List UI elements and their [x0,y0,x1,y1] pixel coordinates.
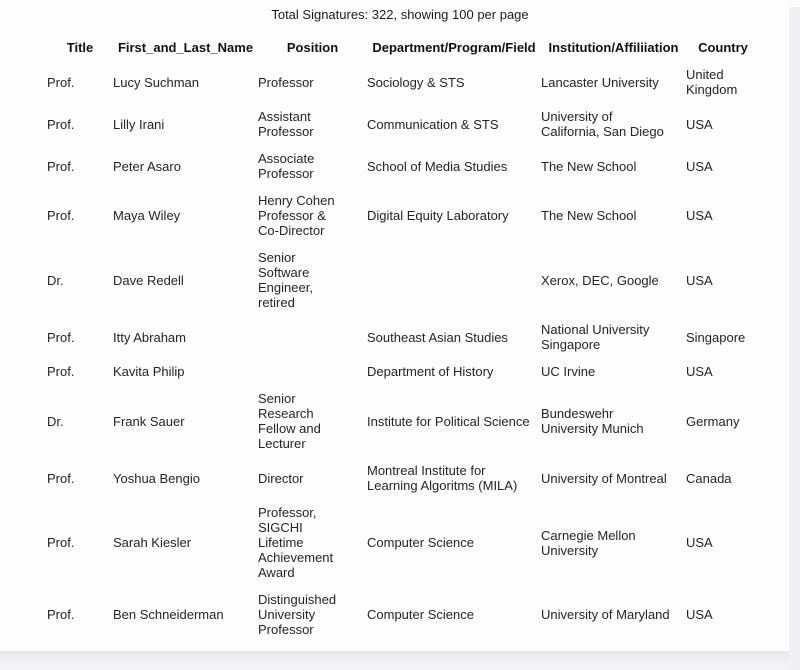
cell-title: Prof. [47,364,75,379]
cell-department: Department of History [367,364,494,379]
total-signatures-summary: Total Signatures: 322, showing 100 per page [271,7,529,22]
cell-country: USA [686,158,713,174]
cell-department: Computer Science [367,535,474,550]
cell-country: Singapore [686,329,746,345]
cell-name: Dave Redell [113,272,184,288]
cell-title: Prof. [47,116,75,132]
cell-country: Germany [686,413,740,429]
table-row [47,187,760,244]
cell-department: Digital Equity Laboratory [367,208,509,223]
table-row [47,499,760,586]
table-row [47,358,760,385]
table-row [47,61,760,103]
cell-institution: Carnegie Mellon University [541,527,636,558]
cell-institution: University of California, San Diego [541,109,664,139]
cell-position [258,316,367,358]
cell-department: Communication & STS [367,116,499,132]
cell-title: Dr. [47,413,64,429]
cell-position: Henry Cohen Professor & Co-Director [258,193,335,238]
cell-country: USA [686,364,713,379]
table-body [47,61,760,643]
table-row [47,385,760,457]
column-header-department: Department/Program/Field [372,40,536,55]
cell-country: USA [686,116,713,132]
cell-position: Distinguished University Professor [258,592,337,637]
table-row [47,244,760,316]
cell-name: Ben Schneiderman [113,607,224,622]
cell-title: Prof. [47,535,75,550]
table-row [47,316,760,358]
cell-name: Peter Asaro [113,158,181,174]
cell-institution: National University Singapore [541,322,650,352]
cell-position: Associate Professor [258,151,315,181]
cell-position: Senior Research Fellow and Lecturer [258,391,321,451]
signatures-table [47,34,760,643]
table-header-row [47,34,760,61]
cell-title: Prof. [47,329,75,345]
cell-institution: Bundeswehr University Munich [541,406,644,436]
column-header-name: First_and_Last_Name [117,40,254,55]
cell-country: USA [686,607,713,622]
cell-title: Prof. [47,607,75,622]
cell-name: Lilly Irani [113,116,165,132]
cell-title: Prof. [47,208,75,223]
cell-name: Yoshua Bengio [113,470,200,486]
column-header-position: Position [286,40,339,55]
scrollbar-track[interactable] [789,7,800,670]
cell-institution: UC Irvine [541,364,596,379]
cell-name: Itty Abraham [113,329,186,345]
cell-country: USA [686,208,713,223]
cell-position: Professor [258,74,314,90]
cell-title: Dr. [47,272,64,288]
cell-department: Montreal Institute for Learning Algoritms (MILA) [367,463,518,493]
cell-country: USA [686,272,713,288]
cell-department: Institute for Political Science [367,413,530,429]
table-row [47,145,760,187]
cell-institution: University of Maryland [541,607,670,622]
cell-name: Kavita Philip [113,364,185,379]
column-header-institution: Institution/Affiliiation [548,40,679,55]
cell-institution: Lancaster University [541,74,659,90]
table-row [47,103,760,145]
cell-country: USA [686,535,713,550]
cell-name: Maya Wiley [113,208,181,223]
cell-name: Lucy Suchman [113,74,199,90]
cell-institution: Xerox, DEC, Google [541,272,659,288]
table-row [47,457,760,499]
cell-title: Prof. [47,470,75,486]
cell-name: Sarah Kiesler [113,535,192,550]
cell-department: Sociology & STS [367,74,465,90]
cell-name: Frank Sauer [113,413,185,429]
cell-institution: The New School [541,208,637,223]
cell-country: Canada [686,470,732,486]
cell-institution: The New School [541,158,637,174]
cell-country: United Kingdom [686,67,738,97]
cell-position [258,358,367,385]
cell-department [367,244,541,316]
column-header-country: Country [698,40,748,55]
cell-position: Professor, SIGCHI Lifetime Achievement Award [258,505,334,580]
page-bottom-edge [0,651,800,670]
table-row [47,586,760,643]
cell-position: Assistant Professor [258,109,314,139]
cell-department: Computer Science [367,607,474,622]
cell-institution: University of Montreal [541,470,667,486]
cell-department: School of Media Studies [367,158,508,174]
cell-position: Director [258,470,304,486]
cell-title: Prof. [47,158,75,174]
cell-title: Prof. [47,74,75,90]
column-header-title: Title [66,40,94,55]
cell-position: Senior Software Engineer, retired [258,250,313,310]
cell-department: Southeast Asian Studies [367,329,508,345]
